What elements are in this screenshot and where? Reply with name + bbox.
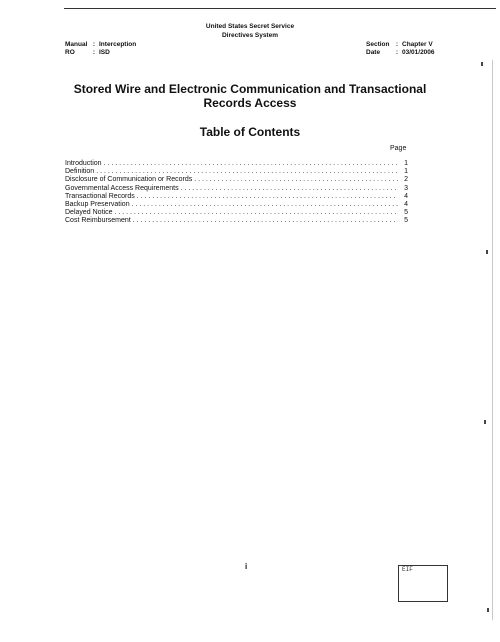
toc-entry-page: 1 [404,160,408,167]
dot-leader [96,168,398,176]
toc-entry-label: Cost Reimbursement [65,217,131,225]
scan-mark [481,62,483,66]
manual-value: Interception [99,41,137,48]
dot-leader [133,217,398,225]
toc-heading: Table of Contents [199,125,301,139]
separator: : [92,41,96,48]
toc-entry-delayed-notice[interactable] [65,209,408,217]
separator: : [92,49,96,56]
date-value: 03/01/2006 [402,49,435,56]
section-value: Chapter V [402,41,433,48]
toc-entry-label: Delayed Notice [65,209,113,217]
toc-entry-disclosure[interactable] [65,176,408,184]
scan-mark [486,250,488,254]
page-number: i [245,562,248,571]
scan-mark [484,420,486,424]
dot-leader [114,209,398,217]
toc-entry-governmental-access[interactable] [65,185,408,193]
ro-label: RO [65,49,75,56]
table-of-contents [65,160,408,226]
toc-entry-page: 5 [404,217,408,225]
directives-system: Directives System [221,32,278,39]
toc-entry-page: 4 [404,192,408,200]
toc-entry-page: 4 [404,201,408,209]
separator: : [395,49,399,56]
top-rule [64,8,496,9]
toc-entry-page: 5 [404,209,408,217]
toc-entry-page: 1 [404,168,408,176]
manual-label: Manual [65,41,88,48]
document-title-line-1: Stored Wire and Electronic Communication and Transactional [73,82,427,96]
ro-field [65,49,110,56]
dot-leader [104,160,398,168]
section-field [366,41,433,48]
date-field [366,49,435,56]
toc-entry-label: Transactional Records [65,192,135,200]
toc-entry-page: 3 [404,184,408,192]
scan-mark [487,608,489,612]
page-column-label: Page [390,145,407,152]
section-label: Section [366,41,390,48]
stamp-label: EIF [402,566,413,573]
dot-leader [181,185,398,193]
document-title-line-2: Records Access [203,96,297,110]
date-label: Date [366,49,381,56]
toc-entry-page: 2 [404,176,408,184]
toc-entry-label: Backup Preservation [65,201,130,209]
toc-entry-label: Disclosure of Communication or Records [65,176,193,184]
dot-leader [194,176,398,184]
ro-value: ISD [99,49,110,56]
toc-entry-definition[interactable] [65,168,408,176]
toc-entry-cost-reimbursement[interactable] [65,217,408,225]
toc-entry-backup-preservation[interactable] [65,201,408,209]
toc-entry-transactional-records[interactable] [65,193,408,201]
page-edge-line [492,60,493,620]
dot-leader [132,201,398,209]
agency-name: United States Secret Service [205,23,295,30]
dot-leader [137,193,398,201]
manual-field [65,41,136,48]
toc-entry-label: Definition [65,168,95,176]
toc-entry-label: Governmental Access Requirements [65,184,179,192]
separator: : [395,41,399,48]
toc-entry-introduction[interactable] [65,160,408,168]
toc-entry-label: Introduction [65,160,102,167]
